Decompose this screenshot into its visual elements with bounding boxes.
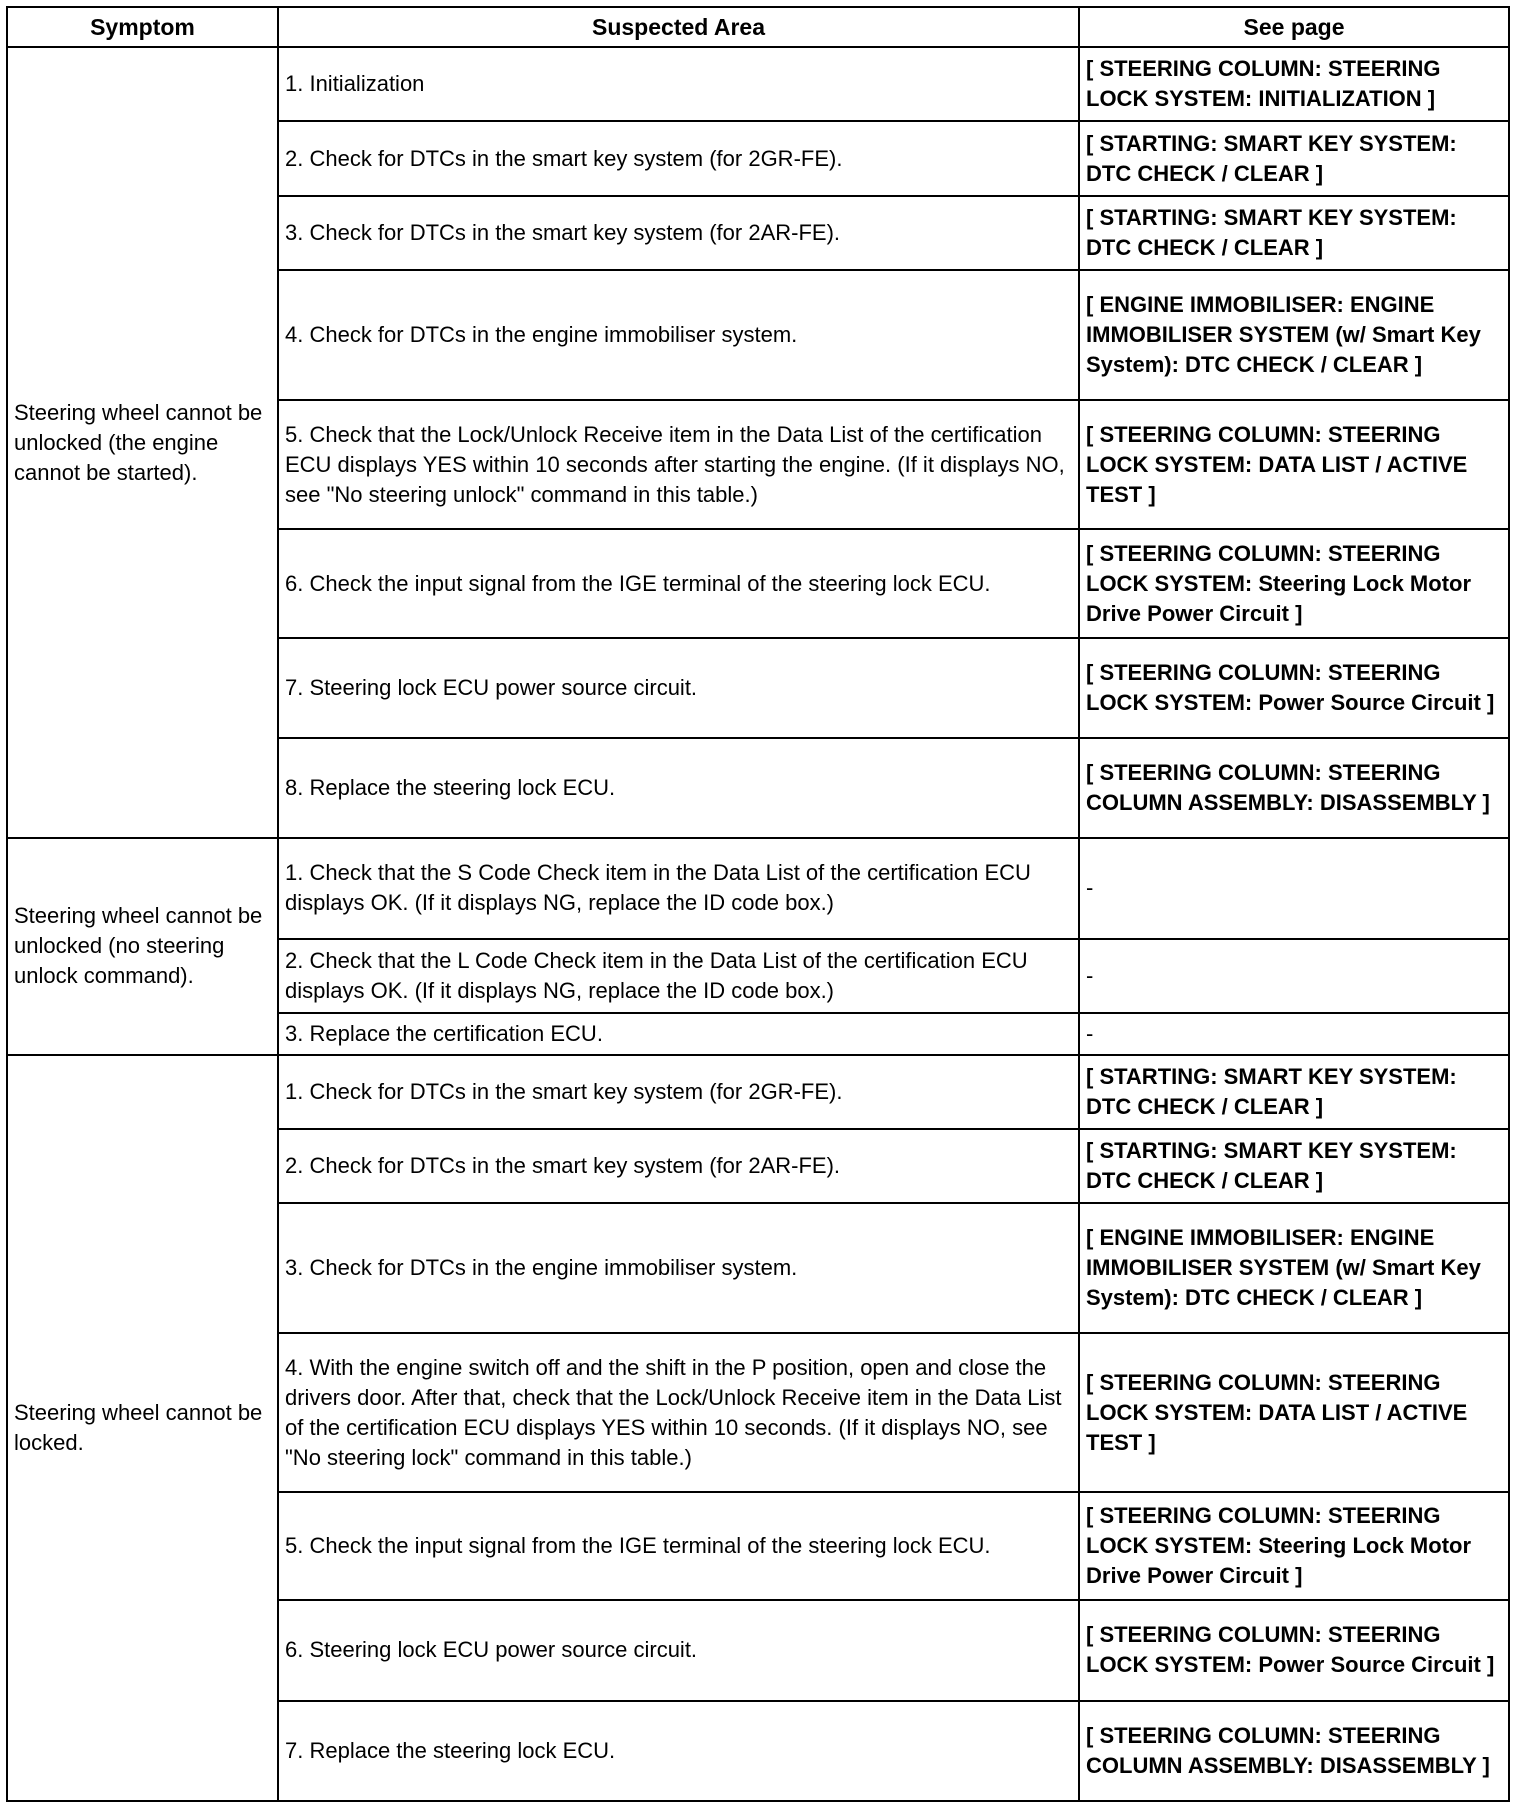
table-row xyxy=(7,838,1509,938)
suspected-area-cell: 1. Check for DTCs in the smart key system (for 2GR-FE). xyxy=(278,1055,1079,1129)
suspected-area-cell: 2. Check that the L Code Check item in the Data List of the certification ECU displays OK. (If it displays NG, replace the ID code box.) xyxy=(278,939,1079,1013)
suspected-area-cell: 8. Replace the steering lock ECU. xyxy=(278,738,1079,838)
see-page-cell: [ ENGINE IMMOBILISER: ENGINE IMMOBILISER SYSTEM (w/ Smart Key System): DTC CHECK / CLEAR ] xyxy=(1079,1203,1509,1333)
see-page-cell: [ STARTING: SMART KEY SYSTEM: DTC CHECK / CLEAR ] xyxy=(1079,196,1509,270)
symptom-cell: Steering wheel cannot be unlocked (no steering unlock command). xyxy=(7,838,278,1054)
see-page-cell: [ STEERING COLUMN: STEERING LOCK SYSTEM: DATA LIST / ACTIVE TEST ] xyxy=(1079,1333,1509,1492)
see-page-cell: - xyxy=(1079,838,1509,938)
see-page-cell: - xyxy=(1079,939,1509,1013)
see-page-cell: [ ENGINE IMMOBILISER: ENGINE IMMOBILISER SYSTEM (w/ Smart Key System): DTC CHECK / CLEAR ] xyxy=(1079,270,1509,400)
suspected-area-cell: 1. Initialization xyxy=(278,47,1079,121)
symptom-cell: Steering wheel cannot be unlocked (the engine cannot be started). xyxy=(7,47,278,838)
suspected-area-cell: 6. Check the input signal from the IGE terminal of the steering lock ECU. xyxy=(278,529,1079,637)
suspected-area-cell: 4. With the engine switch off and the shift in the P position, open and close the drivers door. After that, check that the Lock/Unlock Receive item in the Data List of the certification ECU displays YES within 10 seconds. (If it displays NO, see "No steering lock" command in this table.) xyxy=(278,1333,1079,1492)
suspected-area-cell: 3. Replace the certification ECU. xyxy=(278,1013,1079,1055)
see-page-cell: [ STEERING COLUMN: STEERING LOCK SYSTEM: Steering Lock Motor Drive Power Circuit ] xyxy=(1079,529,1509,637)
suspected-area-cell: 3. Check for DTCs in the smart key system (for 2AR-FE). xyxy=(278,196,1079,270)
see-page-cell: - xyxy=(1079,1013,1509,1055)
see-page-cell: [ STEERING COLUMN: STEERING LOCK SYSTEM: Power Source Circuit ] xyxy=(1079,638,1509,738)
suspected-area-cell: 3. Check for DTCs in the engine immobiliser system. xyxy=(278,1203,1079,1333)
suspected-area-cell: 7. Steering lock ECU power source circuit. xyxy=(278,638,1079,738)
suspected-area-cell: 4. Check for DTCs in the engine immobiliser system. xyxy=(278,270,1079,400)
table-row xyxy=(7,47,1509,121)
see-page-cell: [ STARTING: SMART KEY SYSTEM: DTC CHECK / CLEAR ] xyxy=(1079,1129,1509,1203)
suspected-area-cell: 5. Check the input signal from the IGE terminal of the steering lock ECU. xyxy=(278,1492,1079,1600)
suspected-area-cell: 2. Check for DTCs in the smart key system (for 2GR-FE). xyxy=(278,121,1079,195)
see-page-cell: [ STEERING COLUMN: STEERING LOCK SYSTEM: INITIALIZATION ] xyxy=(1079,47,1509,121)
header-symptom: Symptom xyxy=(7,7,278,47)
suspected-area-cell: 6. Steering lock ECU power source circuit. xyxy=(278,1600,1079,1700)
see-page-cell: [ STEERING COLUMN: STEERING COLUMN ASSEMBLY: DISASSEMBLY ] xyxy=(1079,738,1509,838)
symptom-cell: Steering wheel cannot be locked. xyxy=(7,1055,278,1801)
suspected-area-cell: 2. Check for DTCs in the smart key system (for 2AR-FE). xyxy=(278,1129,1079,1203)
see-page-cell: [ STEERING COLUMN: STEERING LOCK SYSTEM: Power Source Circuit ] xyxy=(1079,1600,1509,1700)
see-page-cell: [ STARTING: SMART KEY SYSTEM: DTC CHECK / CLEAR ] xyxy=(1079,121,1509,195)
suspected-area-cell: 5. Check that the Lock/Unlock Receive item in the Data List of the certification ECU displays YES within 10 seconds after starting the engine. (If it displays NO, see "No steering unlock" command in this table.) xyxy=(278,400,1079,530)
suspected-area-cell: 7. Replace the steering lock ECU. xyxy=(278,1701,1079,1801)
suspected-area-cell: 1. Check that the S Code Check item in the Data List of the certification ECU displays OK. (If it displays NG, replace the ID code box.) xyxy=(278,838,1079,938)
header-row xyxy=(7,7,1509,47)
header-suspected-area: Suspected Area xyxy=(278,7,1079,47)
problem-symptoms-table xyxy=(6,6,1510,1802)
see-page-cell: [ STARTING: SMART KEY SYSTEM: DTC CHECK / CLEAR ] xyxy=(1079,1055,1509,1129)
header-see-page: See page xyxy=(1079,7,1509,47)
table-row xyxy=(7,1055,1509,1129)
see-page-cell: [ STEERING COLUMN: STEERING COLUMN ASSEMBLY: DISASSEMBLY ] xyxy=(1079,1701,1509,1801)
see-page-cell: [ STEERING COLUMN: STEERING LOCK SYSTEM: DATA LIST / ACTIVE TEST ] xyxy=(1079,400,1509,530)
see-page-cell: [ STEERING COLUMN: STEERING LOCK SYSTEM: Steering Lock Motor Drive Power Circuit ] xyxy=(1079,1492,1509,1600)
